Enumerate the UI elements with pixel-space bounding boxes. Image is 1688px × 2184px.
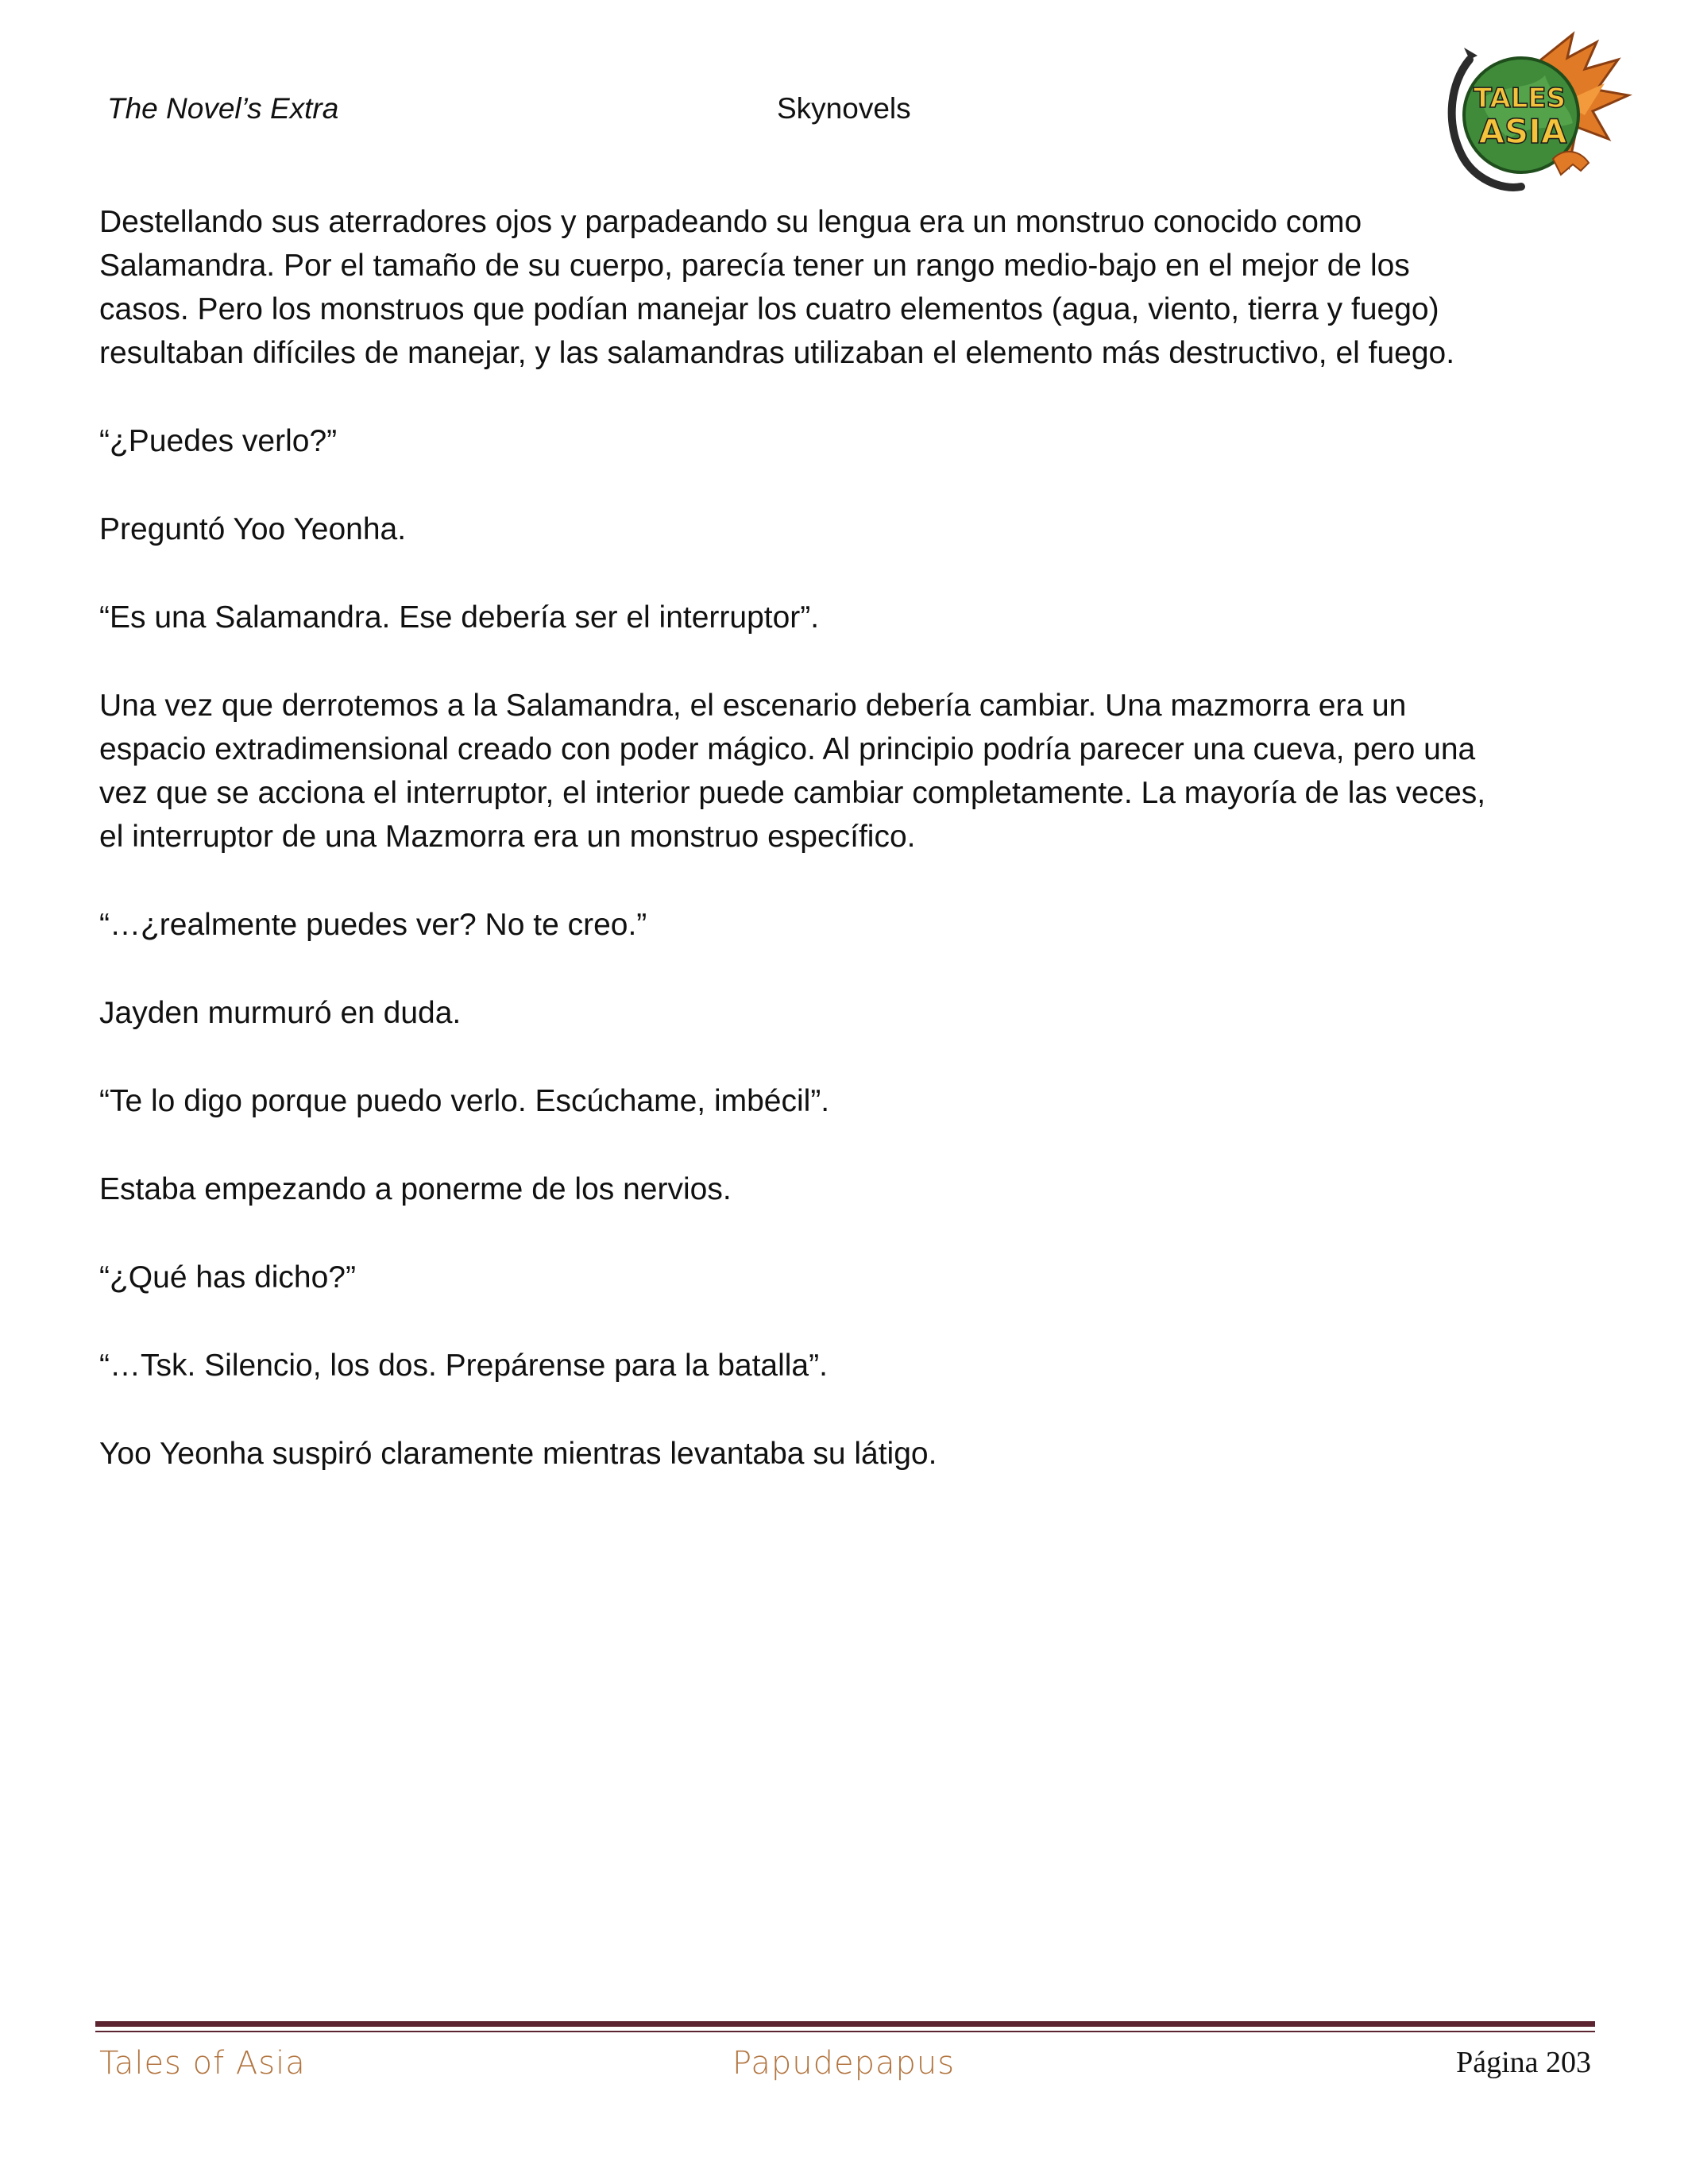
text-line: Destellando sus aterradores ojos y parpadeando su lengua era un monstruo conocido como bbox=[99, 205, 1362, 239]
logo-text-line1: TALES bbox=[1473, 83, 1566, 114]
chapter-text bbox=[99, 200, 1597, 1520]
text-line: Jayden murmuró en duda. bbox=[99, 996, 462, 1030]
text-line: “Es una Salamandra. Ese debería ser el interruptor”. bbox=[99, 600, 820, 635]
text-line: casos. Pero los monstruos que podían manejar los cuatro elementos (agua, viento, tierra y fuego) bbox=[99, 292, 1439, 326]
text-line: espacio extradimensional creado con poder mágico. Al principio podría parecer una cueva, pero una bbox=[99, 732, 1476, 766]
footer-divider-thick bbox=[95, 2021, 1595, 2027]
text-line: Yoo Yeonha suspiró claramente mientras levantaba su látigo. bbox=[99, 1437, 937, 1471]
paragraph bbox=[99, 1344, 1597, 1387]
text-line: Una vez que derrotemos a la Salamandra, el escenario debería cambiar. Una mazmorra era un bbox=[99, 689, 1407, 723]
paragraph bbox=[99, 507, 1597, 551]
text-line: “…Tsk. Silencio, los dos. Prepárense para la batalla”. bbox=[99, 1349, 828, 1383]
tales-of-asia-logo bbox=[1434, 28, 1632, 199]
paragraph bbox=[99, 1256, 1597, 1299]
text-line: “¿Qué has dicho?” bbox=[99, 1260, 356, 1295]
paragraph bbox=[99, 684, 1597, 859]
paragraph bbox=[99, 991, 1597, 1035]
footer-translator: Papudepapus bbox=[732, 2045, 956, 2082]
paragraph bbox=[99, 200, 1597, 375]
paragraph bbox=[99, 1079, 1597, 1123]
paragraph bbox=[99, 419, 1597, 463]
logo-text-line2: ASIA bbox=[1478, 112, 1567, 151]
text-line: vez que se acciona el interruptor, el interior puede cambiar completamente. La mayoría de las veces, bbox=[99, 776, 1486, 810]
footer-page-number: Página 203 bbox=[1456, 2046, 1591, 2079]
paragraph bbox=[99, 903, 1597, 947]
text-line: Salamandra. Por el tamaño de su cuerpo, parecía tener un rango medio-bajo en el mejor de los bbox=[99, 249, 1410, 283]
paragraph bbox=[99, 596, 1597, 639]
text-line: “Te lo digo porque puedo verlo. Escúchame, imbécil”. bbox=[99, 1084, 830, 1118]
text-line: resultaban difíciles de manejar, y las salamandras utilizaban el elemento más destructivo, el fuego. bbox=[99, 336, 1455, 370]
footer-publisher: Tales of Asia bbox=[99, 2045, 306, 2082]
header-site-name: Skynovels bbox=[777, 92, 911, 125]
header-book-title: The Novel’s Extra bbox=[107, 92, 339, 125]
text-line: Estaba empezando a ponerme de los nervios. bbox=[99, 1172, 732, 1206]
text-line: Preguntó Yoo Yeonha. bbox=[99, 512, 407, 546]
paragraph bbox=[99, 1432, 1597, 1476]
text-line: el interruptor de una Mazmorra era un monstruo específico. bbox=[99, 820, 916, 854]
text-line: “…¿realmente puedes ver? No te creo.” bbox=[99, 908, 647, 942]
paragraph bbox=[99, 1167, 1597, 1211]
logo-dragon-head-icon bbox=[1553, 152, 1589, 175]
text-line: “¿Puedes verlo?” bbox=[99, 424, 338, 458]
footer-divider-thin bbox=[95, 2031, 1595, 2032]
